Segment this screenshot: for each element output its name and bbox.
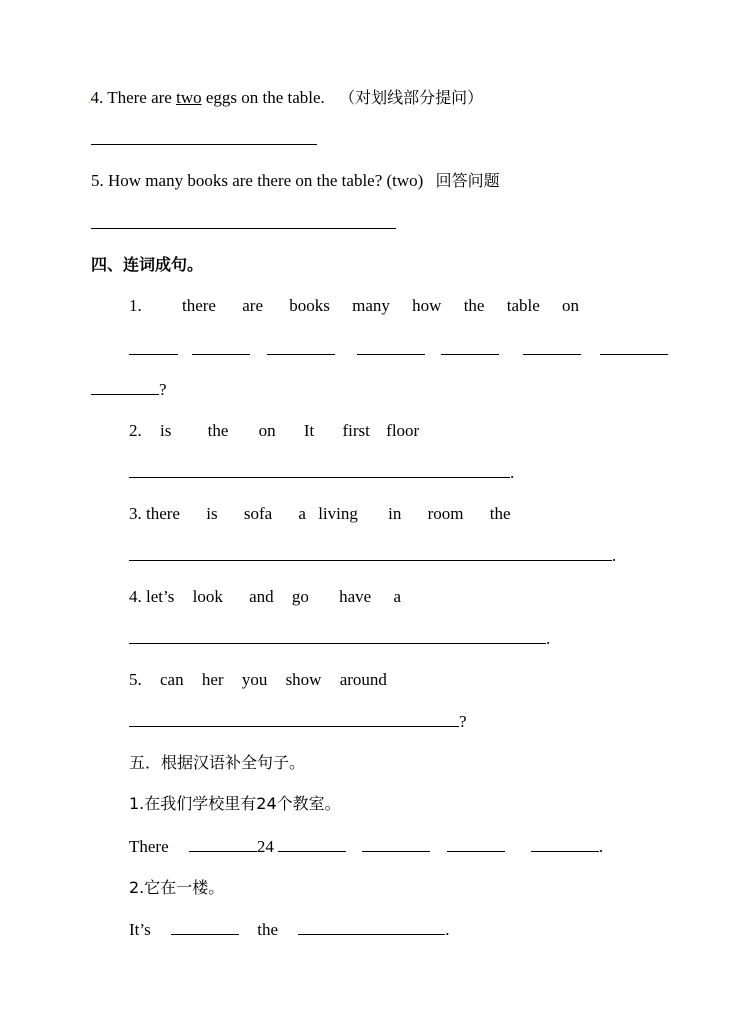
end-punctuation: .	[510, 463, 515, 482]
word: on	[258, 421, 276, 440]
word: show	[285, 670, 322, 689]
word: look	[192, 587, 223, 606]
item-number: 1.	[129, 296, 142, 315]
margin-mark: .	[88, 95, 91, 106]
word: books	[289, 296, 330, 315]
translation-prompt: 2.它在一楼。	[129, 878, 225, 897]
question-5	[91, 171, 500, 191]
word: around	[339, 670, 387, 689]
answer-line[interactable]	[91, 130, 317, 150]
question-text-after: eggs on the table.	[205, 88, 325, 107]
translation-prompt: 1.在我们学校里有24个教室。	[129, 794, 341, 813]
question-number: 4.	[90, 88, 104, 107]
answer-blank[interactable]	[447, 850, 505, 852]
word: go	[291, 587, 309, 606]
word: on	[562, 296, 580, 315]
scramble-item-2	[129, 421, 419, 441]
answer-blank[interactable]	[189, 850, 257, 852]
word: let’s	[146, 587, 175, 606]
word: many	[352, 296, 390, 315]
section-title: 四、连词成句。	[91, 255, 204, 274]
word: are	[242, 296, 263, 315]
word: the	[463, 296, 485, 315]
answer-blank[interactable]	[171, 933, 239, 935]
answer-line[interactable]	[129, 546, 616, 566]
item-number: 4.	[129, 587, 142, 606]
underlined-word: two	[176, 88, 202, 107]
word: living	[318, 504, 358, 523]
answer-blanks[interactable]	[129, 340, 668, 360]
answer-line[interactable]	[129, 463, 514, 483]
answer-line[interactable]	[91, 214, 396, 234]
word: have	[339, 587, 372, 606]
word: table	[506, 296, 540, 315]
answer-line[interactable]	[129, 712, 467, 732]
section-title: 五．根据汉语补全句子。	[129, 753, 306, 772]
sentence-word: the	[257, 920, 279, 939]
word: the	[207, 421, 229, 440]
word: It	[303, 421, 315, 440]
word: sofa	[243, 504, 273, 523]
question-instruction: 回答问题	[435, 171, 500, 190]
completion-sentence-1	[129, 837, 603, 857]
word: is	[206, 504, 218, 523]
sentence-number: 24	[256, 837, 274, 856]
scramble-item-4	[129, 587, 401, 607]
word: how	[412, 296, 442, 315]
item-number: 5.	[129, 670, 142, 689]
question-instruction: （对划线部分提问）	[339, 88, 484, 107]
answer-blank[interactable]	[362, 850, 430, 852]
word: can	[160, 670, 184, 689]
answer-blank[interactable]	[278, 850, 346, 852]
answer-blank[interactable]	[298, 933, 445, 935]
word: the	[489, 504, 511, 523]
word: there	[182, 296, 216, 315]
end-punctuation: .	[445, 920, 450, 939]
sentence-start: It’s	[129, 920, 151, 939]
question-text-before: There are	[107, 88, 172, 107]
word: her	[201, 670, 224, 689]
word: you	[241, 670, 268, 689]
scramble-item-5	[129, 670, 387, 690]
end-punctuation: .	[612, 546, 617, 565]
scramble-item-1	[129, 296, 579, 316]
word: and	[249, 587, 274, 606]
word: in	[388, 504, 402, 523]
word: floor	[386, 421, 420, 440]
item-number: 3.	[129, 504, 142, 523]
word: a	[393, 587, 402, 606]
word: is	[160, 421, 172, 440]
word: there	[146, 504, 180, 523]
sentence-start: There	[129, 837, 169, 856]
word: room	[427, 504, 464, 523]
end-punctuation: ?	[159, 380, 167, 399]
answer-blank[interactable]	[531, 850, 599, 852]
word: first	[342, 421, 370, 440]
answer-blanks[interactable]	[91, 380, 167, 400]
end-punctuation: .	[546, 629, 551, 648]
item-number: 2.	[129, 421, 142, 440]
completion-sentence-2	[129, 920, 450, 940]
end-punctuation: ?	[459, 712, 467, 731]
question-4	[88, 88, 483, 111]
word: a	[298, 504, 306, 523]
question-text: 5. How many books are there on the table? (two)	[91, 171, 424, 190]
end-punctuation: .	[598, 837, 604, 856]
scramble-item-3	[129, 504, 511, 524]
answer-line[interactable]	[129, 629, 550, 649]
